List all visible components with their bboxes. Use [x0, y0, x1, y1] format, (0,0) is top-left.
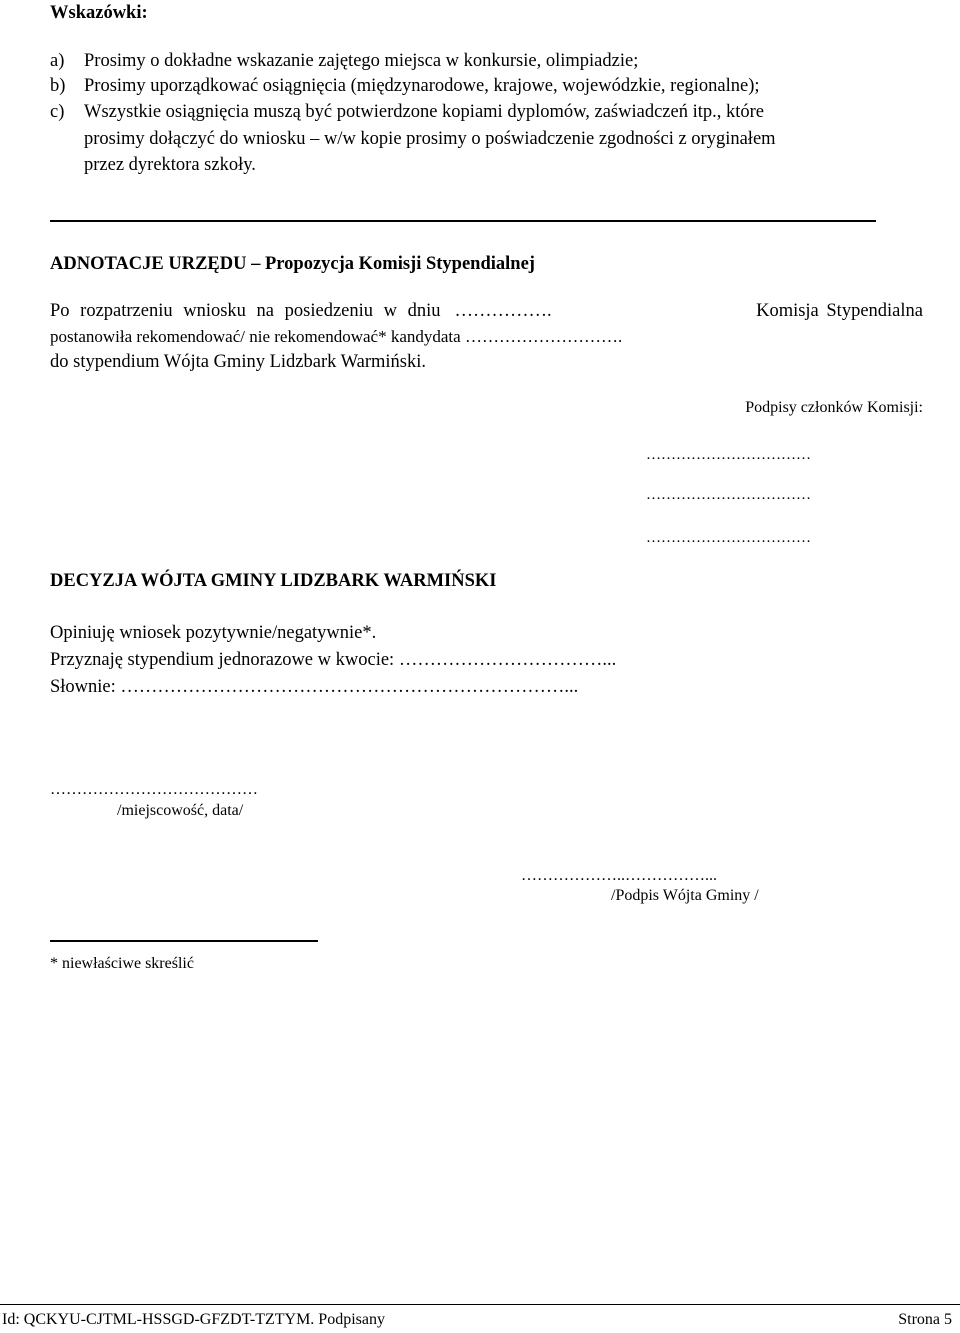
- decision-words: Słownie: ………………………………………………………………...: [50, 677, 579, 697]
- office-line-1-right: Komisja Stypendialna: [756, 301, 923, 321]
- footnote-divider: [50, 940, 318, 942]
- hints-title: Wskazówki:: [50, 3, 148, 23]
- office-line-1-left: Po rozpatrzeniu wniosku na posiedzeniu w dniu: [50, 301, 441, 321]
- place-date-label: /miejscowość, data/: [117, 802, 244, 819]
- signatures-label: Podpisy członków Komisji:: [745, 399, 923, 416]
- footer-divider: [0, 1304, 960, 1305]
- mayor-signature-dots: ………………..……………...: [521, 867, 717, 884]
- hint-text-c-line1: Wszystkie osiągnięcia muszą być potwierdzone kopiami dyplomów, zaświadczeń itp., które: [84, 102, 765, 122]
- signature-line-3: ……………………………: [646, 530, 811, 546]
- hint-text-b: Prosimy uporządkować osiągnięcia (międzynarodowe, krajowe, wojewódzkie, regionalne);: [84, 76, 760, 96]
- office-line-3: do stypendium Wójta Gminy Lidzbark Warmiński.: [50, 352, 426, 372]
- hint-text-c-line3: przez dyrektora szkoły.: [84, 155, 256, 175]
- hint-marker-b: b): [50, 76, 66, 96]
- hint-marker-a: a): [50, 51, 65, 71]
- decision-amount: Przyznaję stypendium jednorazowe w kwocie: ……………………………...: [50, 650, 617, 670]
- signature-line-2: ……………………………: [646, 487, 811, 503]
- hint-marker-c: c): [50, 102, 65, 122]
- office-heading: ADNOTACJE URZĘDU – Propozycja Komisji Stypendialnej: [50, 254, 535, 274]
- hint-text-c-line2: prosimy dołączyć do wniosku – w/w kopie prosimy o poświadczenie zgodności z oryginałem: [84, 129, 776, 149]
- decision-heading: DECYZJA WÓJTA GMINY LIDZBARK WARMIŃSKI: [50, 571, 497, 591]
- mayor-signature-label: /Podpis Wójta Gminy /: [611, 887, 759, 904]
- section-divider: [50, 220, 876, 222]
- footer-id: Id: QCKYU-CJTML-HSSGD-GFZDT-TZTYM. Podpisany: [2, 1311, 385, 1328]
- office-line-1-dots: …………….: [454, 301, 552, 321]
- footer-page-number: Strona 5: [898, 1311, 952, 1328]
- office-line-2: postanowiła rekomendować/ nie rekomendować* kandydata ……………………….: [50, 327, 623, 346]
- office-line-1: [50, 300, 923, 322]
- decision-opinion: Opiniuję wniosek pozytywnie/negatywnie*.: [50, 623, 377, 643]
- footnote: * niewłaściwe skreślić: [50, 955, 194, 972]
- hint-text-a: Prosimy o dokładne wskazanie zajętego miejsca w konkursie, olimpiadzie;: [84, 51, 639, 71]
- place-date-dots: …………………………………: [50, 781, 258, 798]
- signature-line-1: ……………………………: [646, 447, 811, 463]
